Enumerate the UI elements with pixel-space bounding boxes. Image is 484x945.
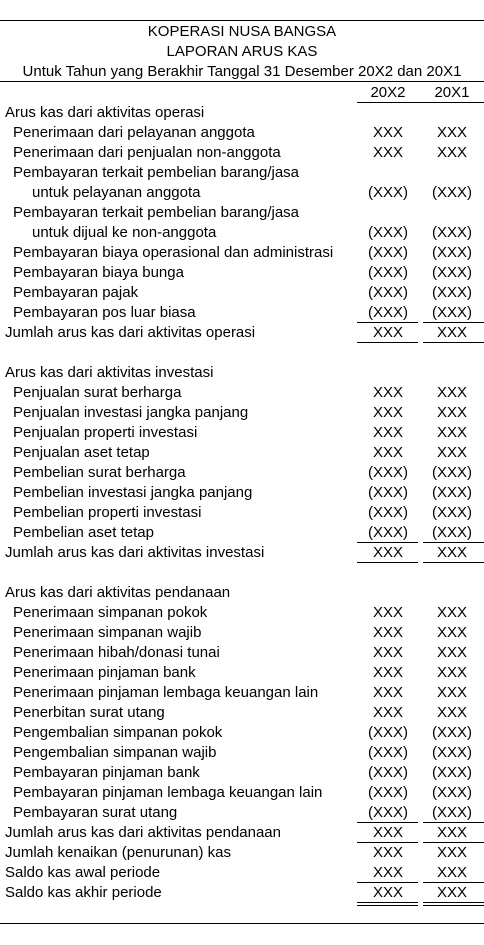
line-item: Pembelian surat berharga (XXX) (XXX) xyxy=(13,464,472,481)
line-item: Pembayaran pos luar biasa (XXX) (XXX) xyxy=(13,304,472,321)
line-item: Penjualan properti investasi XXX XXX xyxy=(13,424,467,441)
top-border xyxy=(0,20,484,21)
line-item: Pembelian properti investasi (XXX) (XXX) xyxy=(13,504,472,521)
line-item: Penerimaan pinjaman bank XXX XXX xyxy=(13,664,467,681)
line-item: Penerimaan simpanan wajib XXX XXX xyxy=(13,624,467,641)
line-item: Penjualan surat berharga XXX XXX xyxy=(13,384,467,401)
report-period: Untuk Tahun yang Berakhir Tanggal 31 Desember 20X2 dan 20X1 xyxy=(22,63,462,80)
report-title: LAPORAN ARUS KAS xyxy=(166,43,318,60)
total-underline xyxy=(357,342,418,343)
line-item: Pembayaran biaya operasional dan administrasi (XXX) (XXX) xyxy=(13,244,472,261)
total-row-pendanaan: Jumlah arus kas dari aktivitas pendanaan XXX XXX xyxy=(5,824,467,841)
closing-balance-row: Saldo kas akhir periode XXX XXX xyxy=(5,884,467,901)
net-change-row: Jumlah kenaikan (penurunan) kas XXX XXX xyxy=(5,844,467,861)
column-header-20x1: 20X1 xyxy=(434,84,470,101)
line-item-continuation: untuk pelayanan anggota (XXX) (XXX) xyxy=(32,184,472,201)
line-item: Penjualan aset tetap XXX XXX xyxy=(13,444,467,461)
line-item: Pengembalian simpanan wajib (XXX) (XXX) xyxy=(13,744,472,761)
line-item: Pembayaran surat utang (XXX) (XXX) xyxy=(13,804,472,821)
total-underline xyxy=(423,342,484,343)
line-item: Penerimaan dari pelayanan anggota XXX XXX xyxy=(13,124,467,141)
total-underline xyxy=(357,562,418,563)
bottom-border xyxy=(0,923,484,924)
line-item: Penjualan investasi jangka panjang XXX XXX xyxy=(13,404,467,421)
section-title-investasi: Arus kas dari aktivitas investasi xyxy=(5,364,214,381)
total-row-investasi: Jumlah arus kas dari aktivitas investasi XXX XXX xyxy=(5,544,467,561)
section-title-pendanaan: Arus kas dari aktivitas pendanaan xyxy=(5,584,231,601)
section-title-operasi: Arus kas dari aktivitas operasi xyxy=(5,104,205,121)
line-item: Pembayaran pinjaman bank (XXX) (XXX) xyxy=(13,764,472,781)
entity-name: KOPERASI NUSA BANGSA xyxy=(147,23,337,40)
line-item: Pengembalian simpanan pokok (XXX) (XXX) xyxy=(13,724,472,741)
line-item: Pembayaran pajak (XXX) (XXX) xyxy=(13,284,472,301)
double-underline xyxy=(423,905,484,906)
line-item: Penerimaan hibah/donasi tunai XXX XXX xyxy=(13,644,467,661)
line-item: Pembelian investasi jangka panjang (XXX) (XXX) xyxy=(13,484,472,501)
line-item: Penerbitan surat utang XXX XXX xyxy=(13,704,467,721)
column-header-20x2: 20X2 xyxy=(370,84,406,101)
total-underline xyxy=(423,562,484,563)
line-item: Pembayaran biaya bunga (XXX) (XXX) xyxy=(13,264,472,281)
line-item: Penerimaan dari penjualan non-anggota XXX XXX xyxy=(13,144,467,161)
column-header-row xyxy=(0,83,484,103)
line-item: Pembayaran terkait pembelian barang/jasa xyxy=(13,164,300,181)
line-item-continuation: untuk dijual ke non-anggota (XXX) (XXX) xyxy=(32,224,472,241)
total-row-operasi: Jumlah arus kas dari aktivitas operasi XXX XXX xyxy=(5,324,467,341)
line-item: Pembayaran pinjaman lembaga keuangan lain (XXX) (XXX) xyxy=(13,784,472,801)
period-rule xyxy=(0,81,484,82)
line-item: Pembelian aset tetap (XXX) (XXX) xyxy=(13,524,472,541)
line-item: Penerimaan simpanan pokok XXX XXX xyxy=(13,604,467,621)
opening-balance-row: Saldo kas awal periode XXX XXX xyxy=(5,864,467,881)
double-underline xyxy=(423,902,484,903)
line-item: Pembayaran terkait pembelian barang/jasa xyxy=(13,204,300,221)
line-item: Penerimaan pinjaman lembaga keuangan lain XXX XXX xyxy=(13,684,467,701)
double-underline xyxy=(357,902,418,903)
double-underline xyxy=(357,905,418,906)
